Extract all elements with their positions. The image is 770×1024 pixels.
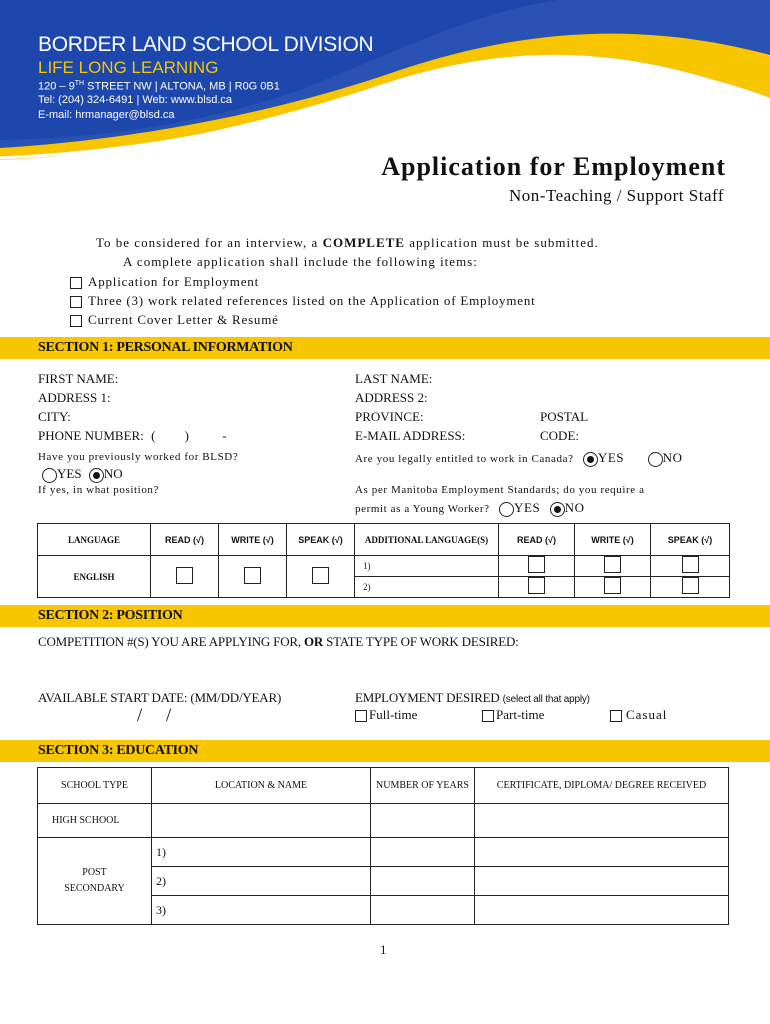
young-worker-line-2 xyxy=(355,500,585,517)
intro-line-1 xyxy=(96,235,599,251)
phone-close-paren: ) xyxy=(184,428,190,443)
checklist xyxy=(70,272,536,329)
parttime-label: Part-time xyxy=(496,707,545,722)
post-secondary-2-cert[interactable] xyxy=(475,867,729,896)
tel-web-line: Tel: (204) 324-6491 | Web: www.blsd.ca xyxy=(38,94,233,106)
young-worker-yes-radio[interactable] xyxy=(499,502,514,517)
post-secondary-row-1[interactable]: 1) xyxy=(152,838,371,867)
casual-checkbox[interactable] xyxy=(610,710,622,722)
checklist-item[interactable] xyxy=(70,291,536,310)
employment-option-parttime[interactable] xyxy=(482,707,544,723)
lang-col-add-read: READ (√) xyxy=(499,524,575,556)
english-write-cell[interactable] xyxy=(219,556,287,598)
employment-desired-label xyxy=(355,690,590,706)
start-date-label: AVAILABLE START DATE: (MM/DD/YEAR) xyxy=(38,690,282,705)
prev-worked-question: Have you previously worked for BLSD? xyxy=(38,451,239,463)
edu-post-secondary: POST SECONDARY xyxy=(38,838,152,925)
checklist-label: Three (3) work related references listed on the Application of Employment xyxy=(88,293,536,308)
first-name-label: FIRST NAME: xyxy=(38,371,119,386)
competition-pre: COMPETITION #(S) YOU ARE APPLYING FOR, xyxy=(38,634,304,649)
edu-col-school-type: SCHOOL TYPE xyxy=(38,768,152,804)
phone-label-row xyxy=(38,426,227,445)
employment-desired-title: EMPLOYMENT DESIRED xyxy=(355,690,500,705)
competition-label xyxy=(38,634,519,650)
lang-col-read: READ (√) xyxy=(151,524,219,556)
checklist-item[interactable] xyxy=(70,272,536,291)
checklist-label: Application for Employment xyxy=(88,274,259,289)
checkbox-icon[interactable] xyxy=(70,315,82,327)
add2-read-checkbox[interactable] xyxy=(528,577,545,594)
start-date-slashes[interactable]: / / xyxy=(137,705,172,726)
lang-col-write: WRITE (√) xyxy=(219,524,287,556)
add1-speak-checkbox[interactable] xyxy=(682,556,699,573)
young-worker-yes-label: YES xyxy=(513,500,541,515)
additional-lang-2[interactable]: 2) xyxy=(355,577,499,598)
legally-yes-radio[interactable] xyxy=(583,452,598,467)
city-label: CITY: xyxy=(38,409,71,424)
lang-col-speak: SPEAK (√) xyxy=(287,524,355,556)
english-read-cell[interactable] xyxy=(151,556,219,598)
checklist-label: Current Cover Letter & Resumé xyxy=(88,312,279,327)
legally-yes-label: YES xyxy=(597,450,625,465)
high-school-cert-cell[interactable] xyxy=(475,804,729,838)
section-2-header xyxy=(0,605,770,627)
lang-col-additional: ADDITIONAL LANGUAGE(S) xyxy=(355,524,499,556)
prev-worked-yes-label: YES xyxy=(57,466,82,481)
select-all-note: (select all that apply) xyxy=(502,694,590,705)
email-line: E-mail: hrmanager@blsd.ca xyxy=(38,109,175,121)
intro-line-2: A complete application shall include the following items: xyxy=(123,254,478,269)
intro-post: application must be submitted. xyxy=(404,235,599,250)
address-line xyxy=(38,80,280,93)
section-2-title: SECTION 2: POSITION xyxy=(38,608,183,623)
phone-open-paren: ( xyxy=(151,428,156,443)
legally-entitled-row xyxy=(355,450,683,467)
add1-write-checkbox[interactable] xyxy=(604,556,621,573)
post-secondary-3-cert[interactable] xyxy=(475,896,729,925)
lang-col-add-write: WRITE (√) xyxy=(575,524,651,556)
lang-col-add-speak: SPEAK (√) xyxy=(651,524,730,556)
personal-right-fields xyxy=(355,369,588,445)
address1-label: ADDRESS 1: xyxy=(38,390,111,405)
post-secondary-2-years[interactable] xyxy=(371,867,475,896)
fulltime-checkbox[interactable] xyxy=(355,710,367,722)
legally-no-radio[interactable] xyxy=(648,452,663,467)
post-secondary-row-3[interactable]: 3) xyxy=(152,896,371,925)
employment-option-casual[interactable] xyxy=(610,707,667,723)
young-worker-no-radio[interactable] xyxy=(550,502,565,517)
language-table xyxy=(37,523,730,598)
address-sup: TH xyxy=(74,80,85,87)
english-read-checkbox[interactable] xyxy=(176,567,193,584)
competition-post: STATE TYPE OF WORK DESIRED: xyxy=(323,634,519,649)
competition-or: OR xyxy=(303,634,324,649)
phone-dash: - xyxy=(222,428,227,443)
edu-col-years: NUMBER OF YEARS xyxy=(371,768,475,804)
section-3-title: SECTION 3: EDUCATION xyxy=(38,743,199,758)
parttime-checkbox[interactable] xyxy=(482,710,494,722)
lang-col-language: LANGUAGE xyxy=(38,524,151,556)
young-worker-no-label: NO xyxy=(564,500,585,515)
postal-code-label: POSTAL CODE: xyxy=(540,409,588,443)
prev-worked-no-label: NO xyxy=(103,466,123,481)
add1-speak-cell[interactable] xyxy=(651,556,730,577)
add1-read-cell[interactable] xyxy=(499,556,575,577)
lang-english: ENGLISH xyxy=(38,556,151,598)
casual-label: Casual xyxy=(626,707,668,722)
english-speak-cell[interactable] xyxy=(287,556,355,598)
young-worker-question: permit as a Young Worker? xyxy=(355,503,490,515)
add2-read-cell[interactable] xyxy=(499,577,575,598)
checkbox-icon[interactable] xyxy=(70,277,82,289)
add2-speak-cell[interactable] xyxy=(651,577,730,598)
additional-lang-1[interactable]: 1) xyxy=(355,556,499,577)
phone-label: PHONE NUMBER: xyxy=(38,428,144,443)
legally-entitled-question: Are you legally entitled to work in Canada? xyxy=(355,453,574,465)
post-secondary-1-cert[interactable] xyxy=(475,838,729,867)
english-speak-checkbox[interactable] xyxy=(312,567,329,584)
employment-option-fulltime[interactable] xyxy=(355,707,417,723)
province-label: PROVINCE: xyxy=(355,409,424,424)
fulltime-label: Full-time xyxy=(369,707,418,722)
address-pre: 120 – 9 xyxy=(38,80,75,93)
org-name: BORDER LAND SCHOOL DIVISION xyxy=(38,33,374,56)
address2-label: ADDRESS 2: xyxy=(355,390,428,405)
edu-col-certificate: CERTIFICATE, DIPLOMA/ DEGREE RECEIVED xyxy=(475,768,729,804)
post-secondary-row-2[interactable]: 2) xyxy=(152,867,371,896)
add2-write-cell[interactable] xyxy=(575,577,651,598)
young-worker-line-1: As per Manitoba Employment Standards; do you require a xyxy=(355,484,645,496)
prev-worked-no-radio[interactable] xyxy=(89,468,104,483)
add2-write-checkbox[interactable] xyxy=(604,577,621,594)
page-subtitle: Non-Teaching / Support Staff xyxy=(508,186,724,205)
address-post: STREET NW | ALTONA, MB | R0G 0B1 xyxy=(84,80,280,93)
add1-write-cell[interactable] xyxy=(575,556,651,577)
prev-worked-options xyxy=(42,466,123,483)
high-school-location-cell[interactable] xyxy=(152,804,371,838)
legally-no-label: NO xyxy=(662,450,683,465)
high-school-years-cell[interactable] xyxy=(371,804,475,838)
add2-speak-checkbox[interactable] xyxy=(682,577,699,594)
prev-worked-yes-radio[interactable] xyxy=(42,468,57,483)
post-secondary-3-years[interactable] xyxy=(371,896,475,925)
personal-left-fields xyxy=(38,369,227,445)
education-table xyxy=(37,767,729,925)
if-yes-position: If yes, in what position? xyxy=(38,484,160,496)
last-name-label: LAST NAME: xyxy=(355,371,433,386)
intro-pre: To be considered for an interview, a xyxy=(96,235,323,250)
page-number: 1 xyxy=(380,942,387,957)
tagline: LIFE LONG LEARNING xyxy=(38,58,219,77)
email-label: E-MAIL ADDRESS: xyxy=(355,428,466,443)
checkbox-icon[interactable] xyxy=(70,296,82,308)
page-title: Application for Employment xyxy=(381,152,726,181)
add1-read-checkbox[interactable] xyxy=(528,556,545,573)
english-write-checkbox[interactable] xyxy=(244,567,261,584)
section-3-header xyxy=(0,740,770,762)
section-1-title: SECTION 1: PERSONAL INFORMATION xyxy=(38,340,293,355)
edu-high-school: HIGH SCHOOL xyxy=(38,804,152,838)
edu-col-location: LOCATION & NAME xyxy=(152,768,371,804)
checklist-item[interactable] xyxy=(70,310,536,329)
section-1-header xyxy=(0,337,770,359)
post-secondary-1-years[interactable] xyxy=(371,838,475,867)
intro-bold: COMPLETE xyxy=(322,235,405,250)
